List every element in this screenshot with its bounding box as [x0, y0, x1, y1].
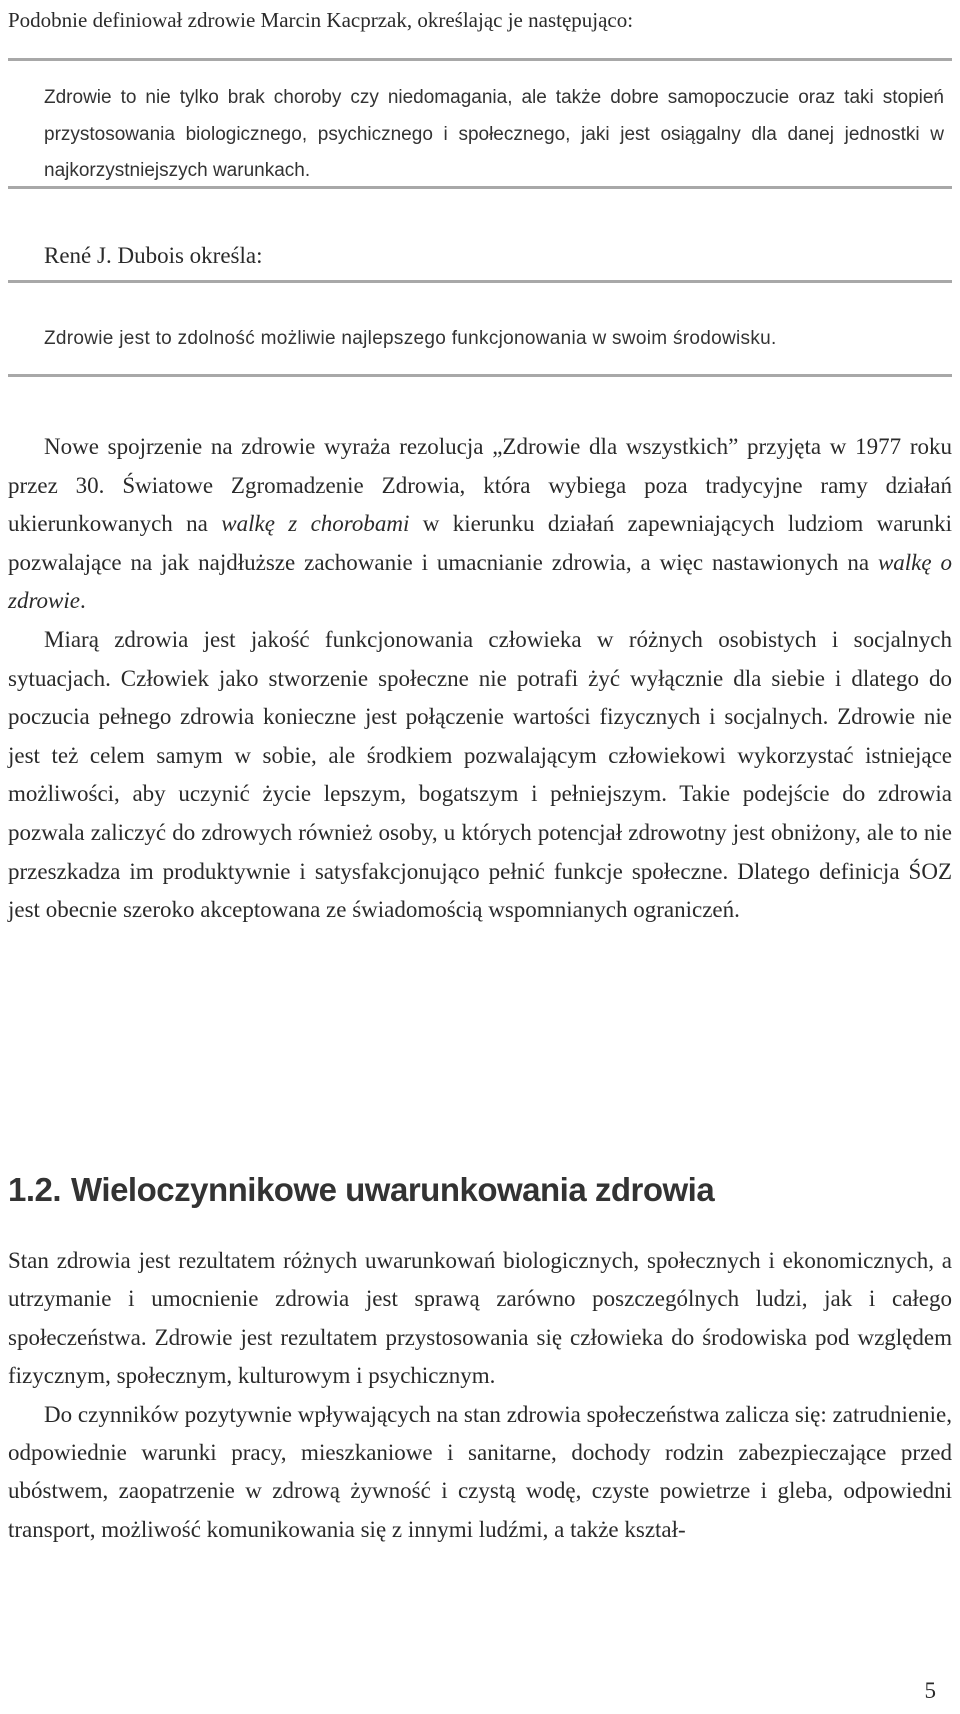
section-heading [8, 1168, 714, 1212]
quote-divider-top [8, 58, 952, 61]
emphasis-walka-o-zdrowie: walkę o zdrowie [8, 549, 952, 614]
quote-dubois: Zdrowie jest to zdolność możliwie najlepszego funkcjonowania w swoim środowisku. [44, 328, 777, 349]
section-title: Wieloczynnikowe uwarunkowania zdrowia [71, 1171, 715, 1208]
body-section-1 [8, 428, 952, 930]
paragraph-resolution-text-b: w kierunku działań zapewniających ludziom warunki pozwalające na jak najdłuższe zachowanie i umacnianie zdrowia, a więc nastawionych na [8, 511, 953, 575]
quote-divider-bottom [8, 186, 952, 189]
body-section-2 [8, 1242, 952, 1549]
paragraph-positive-factors: Do czynników pozytywnie wpływających na stan zdrowia społeczeństwa zalicza się: zatrudnienie, odpowiednie warunki pracy, mieszkaniowe i sanitarne, dochody rodzin zabezpieczające przed ubóstwem, zaopatrzenie w zdrową żywność i czystą wodę, czyste powietrze i gleba, odpowiedni transport, możliwość komunikowania się z innymi ludźmi, a także kształ- [8, 1401, 952, 1542]
quote2-divider-top [8, 280, 952, 283]
paragraph-health-measure: Miarą zdrowia jest jakość funkcjonowania człowieka w różnych osobistych i socjalnych sytuacjach. Człowiek jako stworzenie społeczne nie potrafi żyć wyłącznie dla siebie i dlatego do poczucia pełnego zdrowia konieczne jest połączenie wartości fizycznych i socjalnych. Zdrowie nie jest też celem samym w sobie, ale środkiem pozwalającym człowiekowi wykorzystać istniejące możliwości, aby uczynić życie lepszym, bogatszym i pełniejszym. Takie podejście do zdrowia pozwala zaliczyć do zdrowych również osoby, u których potencjał zdrowotny jest obniżony, ale to nie przeszkadza im produktywnie i satysfakcjonująco pełnić funkcje społeczne. Dlatego definicja ŚOZ jest obecnie szeroko akceptowana ze świadomością wspomnianych ograniczeń. [8, 626, 952, 923]
emphasis-walka-z-chorobami: walkę z chorobami [221, 511, 410, 537]
intro-paragraph: Podobnie definiował zdrowie Marcin Kacprzak, określając je następująco: [8, 8, 634, 32]
quote2-divider-bottom [8, 374, 952, 377]
dubois-intro: René J. Dubois określa: [44, 243, 263, 268]
section-number: 1.2. [8, 1171, 62, 1208]
page-number: 5 [924, 1678, 936, 1703]
paragraph-resolution-text-c: . [80, 588, 86, 614]
paragraph-resolution-text-a: Nowe spojrzenie na zdrowie wyraża rezolucja „Zdrowie dla wszystkich” przyjęta w 1977 roku przez 30. Światowe Zgromadzenie Zdrowia, która wybiega poza tradycyjne ramy działań ukierunkowanych na [8, 434, 952, 537]
paragraph-resolution [8, 428, 952, 621]
paragraph-health-state: Stan zdrowia jest rezultatem różnych uwarunkowań biologicznych, społecznych i ekonomicznych, a utrzymanie i umocnienie zdrowia jest sprawą zarówno poszczególnych ludzi, jak i całego społeczeństwa. Zdrowie jest rezultatem przystosowania się człowieka do środowiska pod względem fizycznym, społecznym, kulturowym i psychicznym. [8, 1248, 952, 1389]
quote-kacprzak: Zdrowie to nie tylko brak choroby czy niedomagania, ale także dobre samopoczucie oraz taki stopień przystosowania biologicznego, psychicznego i społecznego, jaki jest osiągalny dla danej jednostki w najkorzystniejszych warunkach. [44, 87, 944, 181]
